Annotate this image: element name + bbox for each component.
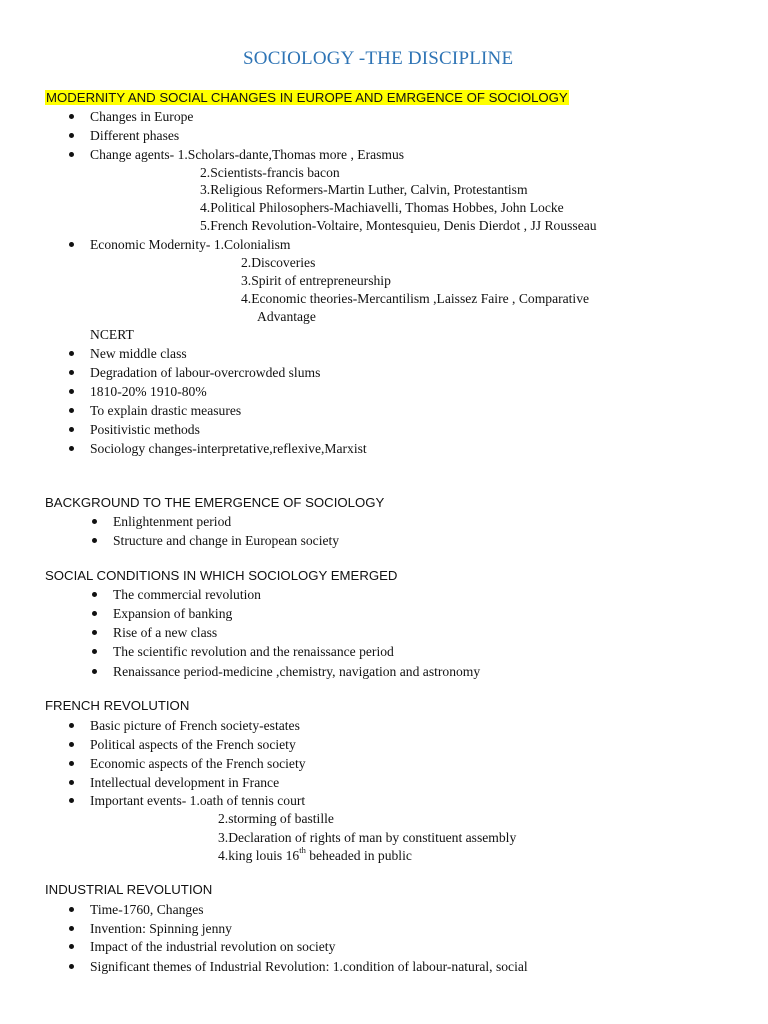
list-item: Positivistic methods bbox=[90, 422, 200, 437]
list-item: Political aspects of the French society bbox=[90, 737, 296, 752]
list-item: Invention: Spinning jenny bbox=[90, 921, 232, 936]
list-item: Intellectual development in France bbox=[90, 775, 280, 790]
section-heading-background: BACKGROUND TO THE EMERGENCE OF SOCIOLOGY bbox=[45, 495, 385, 510]
sub-item bbox=[218, 847, 412, 864]
event-text: 4.king louis 16 bbox=[218, 848, 300, 863]
list-item: Time-1760, Changes bbox=[90, 902, 204, 917]
list-item: Degradation of labour-overcrowded slums bbox=[90, 365, 321, 380]
sub-item: 2.Discoveries bbox=[241, 255, 316, 270]
ordinal-suffix: th bbox=[299, 845, 306, 856]
list-item: Structure and change in European society bbox=[113, 533, 340, 548]
list-item: Economic aspects of the French society bbox=[90, 756, 306, 771]
section-heading-french-revolution: FRENCH REVOLUTION bbox=[45, 698, 190, 713]
list-item: Enlightenment period bbox=[113, 514, 232, 529]
change-agents-item: Change agents- 1.Scholars-dante,Thomas more , Erasmus bbox=[90, 147, 405, 162]
list-item: New middle class bbox=[90, 346, 187, 361]
sub-item: 2.Scientists-francis bacon bbox=[200, 165, 340, 180]
list-item: To explain drastic measures bbox=[90, 403, 242, 418]
list-item: Different phases bbox=[90, 128, 180, 143]
sub-item: 3.Religious Reformers-Martin Luther, Calvin, Protestantism bbox=[200, 182, 528, 197]
list-item: Basic picture of French society-estates bbox=[90, 718, 300, 733]
list-item: Sociology changes-interpretative,reflexive,Marxist bbox=[90, 441, 367, 456]
sub-item: 5.French Revolution-Voltaire, Montesquieu, Denis Dierdot , JJ Rousseau bbox=[200, 218, 597, 233]
list-item: Expansion of banking bbox=[113, 606, 233, 621]
section-heading-social-conditions: SOCIAL CONDITIONS IN WHICH SOCIOLOGY EMERGED bbox=[45, 568, 398, 583]
event-text: beheaded in public bbox=[305, 848, 412, 863]
list-item: The scientific revolution and the renaissance period bbox=[113, 644, 394, 659]
list-item: Rise of a new class bbox=[113, 625, 218, 640]
sub-item: 4.Political Philosophers-Machiavelli, Thomas Hobbes, John Locke bbox=[200, 200, 564, 215]
sub-item: 2.storming of bastille bbox=[218, 811, 334, 826]
sub-item-continuation: Advantage bbox=[257, 309, 316, 324]
section-heading-modernity bbox=[45, 89, 569, 106]
ncert-label: NCERT bbox=[90, 327, 134, 342]
sub-item: 3.Declaration of rights of man by constituent assembly bbox=[218, 830, 517, 845]
list-item: Impact of the industrial revolution on society bbox=[90, 939, 336, 954]
list-item: Significant themes of Industrial Revolution: 1.condition of labour-natural, social bbox=[90, 959, 528, 974]
list-item: The commercial revolution bbox=[113, 587, 261, 602]
sub-item: 4.Economic theories-Mercantilism ,Laissez Faire , Comparative bbox=[241, 291, 590, 306]
list-item: Changes in Europe bbox=[90, 109, 194, 124]
highlighted-heading: MODERNITY AND SOCIAL CHANGES IN EUROPE AND EMRGENCE OF SOCIOLOGY bbox=[46, 90, 568, 105]
sub-item: 3.Spirit of entrepreneurship bbox=[241, 273, 391, 288]
section-heading-industrial-revolution: INDUSTRIAL REVOLUTION bbox=[45, 882, 213, 897]
economic-modernity-item: Economic Modernity- 1.Colonialism bbox=[90, 237, 291, 252]
important-events-item: Important events- 1.oath of tennis court bbox=[90, 793, 306, 808]
list-item: Renaissance period-medicine ,chemistry, navigation and astronomy bbox=[113, 664, 481, 679]
document-title: SOCIOLOGY -THE DISCIPLINE bbox=[243, 48, 514, 69]
list-item: 1810-20% 1910-80% bbox=[90, 384, 207, 399]
